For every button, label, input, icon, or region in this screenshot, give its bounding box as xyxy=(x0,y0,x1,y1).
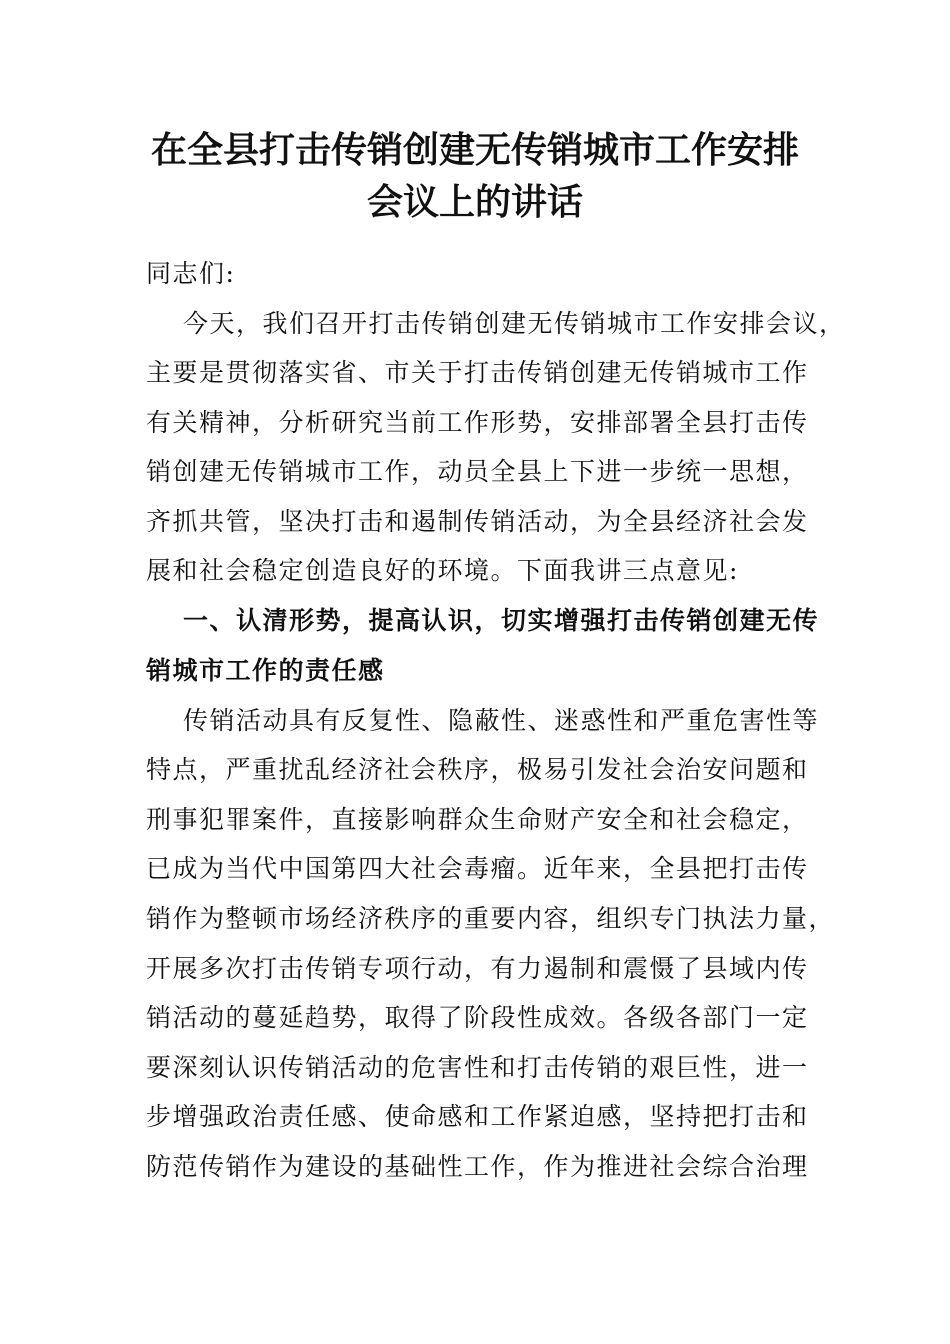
paragraph-1-line-5: 齐抓共管，坚决打击和遏制传销活动，为全县经济社会发 xyxy=(146,507,809,536)
paragraph-1-line-4: 销创建无传销城市工作，动员全县上下进一步统一思想， xyxy=(146,457,809,486)
document-title-line-2: 会议上的讲话 xyxy=(366,181,583,223)
greeting: 同志们: xyxy=(146,259,236,288)
paragraph-2-line-4: 已成为当代中国第四大社会毒瘤。近年来，全县把打击传 xyxy=(146,854,809,883)
section-heading-1-line-2: 销城市工作的责任感 xyxy=(146,656,385,685)
paragraph-2-line-2: 特点，严重扰乱经济社会秩序，极易引发社会治安问题和 xyxy=(146,755,809,784)
paragraph-1-line-2: 主要是贯彻落实省、市关于打击传销创建无传销城市工作 xyxy=(146,358,809,387)
paragraph-2-line-5: 销作为整顿市场经济秩序的重要内容，组织专门执法力量， xyxy=(146,904,836,933)
paragraph-2-line-9: 步增强政治责任感、使命感和工作紧迫感，坚持把打击和 xyxy=(146,1102,809,1131)
paragraph-2-line-1: 传销活动具有反复性、隐蔽性、迷惑性和严重危害性等 xyxy=(183,706,820,735)
paragraph-2-line-7: 销活动的蔓延趋势，取得了阶段性成效。各级各部门一定 xyxy=(146,1003,809,1032)
paragraph-1-line-3: 有关精神，分析研究当前工作形势，安排部署全县打击传 xyxy=(146,408,809,437)
paragraph-2-line-10: 防范传销作为建设的基础性工作，作为推进社会综合治理 xyxy=(146,1152,809,1181)
paragraph-2-line-6: 开展多次打击传销专项行动，有力遏制和震慑了县域内传 xyxy=(146,954,809,983)
paragraph-1-line-6: 展和社会稳定创造良好的环境。下面我讲三点意见: xyxy=(146,556,739,585)
document-title-line-1: 在全县打击传销创建无传销城市工作安排 xyxy=(150,129,799,171)
section-heading-1-line-1: 一、认清形势，提高认识，切实增强打击传销创建无传 xyxy=(183,606,820,635)
paragraph-2-line-8: 要深刻认识传销活动的危害性和打击传销的艰巨性，进一 xyxy=(146,1053,809,1082)
paragraph-1-line-1: 今天，我们召开打击传销创建无传销城市工作安排会议， xyxy=(183,309,846,338)
paragraph-2-line-3: 刑事犯罪案件，直接影响群众生命财产安全和社会稳定， xyxy=(146,805,809,834)
